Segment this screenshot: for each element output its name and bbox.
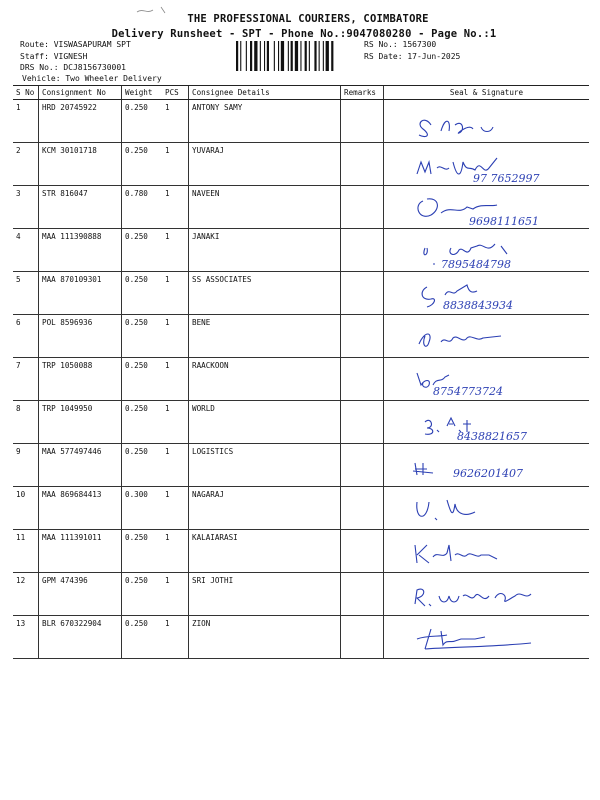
barcode-bar <box>288 41 289 71</box>
pcs-cell: 1 <box>162 401 189 444</box>
barcode-bar <box>331 41 333 71</box>
consignment-cell: STR 816047 <box>39 186 122 229</box>
barcode-bar <box>236 41 238 71</box>
sno-cell: 3 <box>13 186 39 229</box>
barcode-bar <box>309 41 310 71</box>
signature-cell <box>384 444 590 487</box>
signature-cell <box>384 143 590 186</box>
weight-cell: 0.250 <box>122 143 163 186</box>
table-row <box>13 616 589 659</box>
barcode-bar <box>314 41 316 71</box>
barcode-bar <box>264 41 265 71</box>
weight-cell: 0.250 <box>122 444 163 487</box>
consignment-cell: MAA 577497446 <box>39 444 122 487</box>
consignee-cell: RAACKOON <box>189 358 341 401</box>
route-label: Route: VISWASAPURAM SPT <box>20 40 131 49</box>
rs-date: RS Date: 17-Jun-2025 <box>364 52 461 61</box>
weight-cell: 0.780 <box>122 186 163 229</box>
sno-cell: 10 <box>13 487 39 530</box>
consignee-cell: KALAIARASI <box>189 530 341 573</box>
handwritten-signature <box>387 189 587 225</box>
pcs-cell: 1 <box>162 487 189 530</box>
barcode-bar <box>254 41 257 71</box>
consignee-cell: BENE <box>189 315 341 358</box>
table-row <box>13 487 589 530</box>
handwritten-phone: 7895484798 <box>441 258 511 268</box>
barcode-bar <box>291 41 293 71</box>
handwritten-phone: 9626201407 <box>453 467 523 480</box>
table-row <box>13 573 589 616</box>
remarks-cell <box>341 530 384 573</box>
drs-number: DRS No.: DCJ8156730001 <box>20 63 126 72</box>
remarks-cell <box>341 487 384 530</box>
weight-cell: 0.250 <box>122 573 163 616</box>
remarks-cell <box>341 272 384 315</box>
col-consignment: Consignment No <box>39 86 122 100</box>
table-row <box>13 444 589 487</box>
col-consignee-details: Consignee Details <box>189 86 341 100</box>
sno-cell: 4 <box>13 229 39 272</box>
table-row <box>13 358 589 401</box>
handwritten-signature <box>387 103 587 139</box>
weight-cell: 0.250 <box>122 401 163 444</box>
col-remarks: Remarks <box>341 86 384 100</box>
pcs-cell: 1 <box>162 229 189 272</box>
consignment-cell: TRP 1049950 <box>39 401 122 444</box>
barcode-bar <box>319 41 320 71</box>
table-row <box>13 143 589 186</box>
sno-cell: 9 <box>13 444 39 487</box>
handwritten-signature <box>387 619 587 655</box>
barcode-bar <box>295 41 298 71</box>
signature-stroke <box>419 120 493 136</box>
signature-stroke <box>415 589 531 606</box>
weight-cell: 0.250 <box>122 616 163 659</box>
handwritten-phone: 8754773724 <box>433 385 503 397</box>
handwritten-signature <box>387 232 587 268</box>
consignee-cell: NAVEEN <box>189 186 341 229</box>
weight-cell: 0.250 <box>122 272 163 315</box>
col-signature: Seal & Signature <box>384 86 590 100</box>
signature-cell <box>384 272 590 315</box>
remarks-cell <box>341 315 384 358</box>
consignment-cell: MAA 869684413 <box>39 487 122 530</box>
consignment-cell: MAA 111391011 <box>39 530 122 573</box>
barcode <box>236 41 356 71</box>
handwritten-signature <box>387 576 587 612</box>
consignment-cell: GPM 474396 <box>39 573 122 616</box>
table-row <box>13 186 589 229</box>
signature-stroke <box>415 545 497 563</box>
handwritten-signature <box>387 318 587 354</box>
barcode-bar <box>278 41 279 71</box>
rs-number: RS No.: 1567300 <box>364 40 437 49</box>
handwritten-signature <box>387 404 587 440</box>
signature-stroke <box>417 500 475 520</box>
pcs-cell: 1 <box>162 530 189 573</box>
barcode-bar <box>305 41 307 71</box>
consignee-cell: NAGARAJ <box>189 487 341 530</box>
remarks-cell <box>341 444 384 487</box>
barcode-bar <box>326 41 329 71</box>
signature-cell <box>384 487 590 530</box>
sno-cell: 11 <box>13 530 39 573</box>
barcode-bar <box>267 41 269 71</box>
weight-cell: 0.250 <box>122 530 163 573</box>
weight-cell: 0.300 <box>122 487 163 530</box>
sno-cell: 12 <box>13 573 39 616</box>
table-header-row <box>13 86 589 100</box>
signature-cell <box>384 186 590 229</box>
consignee-cell: YUVARAJ <box>189 143 341 186</box>
remarks-cell <box>341 143 384 186</box>
col-sno: S No <box>13 86 39 100</box>
handwritten-phone: 8838843934 <box>443 299 513 311</box>
sno-cell: 7 <box>13 358 39 401</box>
pcs-cell: 1 <box>162 616 189 659</box>
signature-cell <box>384 530 590 573</box>
remarks-cell <box>341 100 384 143</box>
pcs-cell: 1 <box>162 573 189 616</box>
handwritten-signature <box>387 275 587 311</box>
consignee-cell: ZION <box>189 616 341 659</box>
table-row <box>13 530 589 573</box>
barcode-bar <box>300 41 301 71</box>
consignee-cell: ANTONY SAMY <box>189 100 341 143</box>
consignment-cell: TRP 1050088 <box>39 358 122 401</box>
handwritten-signature <box>387 361 587 397</box>
signature-cell <box>384 100 590 143</box>
signature-cell <box>384 573 590 616</box>
col-weight: Weight <box>122 86 163 100</box>
sno-cell: 8 <box>13 401 39 444</box>
company-title: THE PROFESSIONAL COURIERS, COIMBATORE <box>187 13 429 25</box>
pcs-cell: 1 <box>162 186 189 229</box>
weight-cell: 0.250 <box>122 315 163 358</box>
sno-cell: 1 <box>13 100 39 143</box>
weight-cell: 0.250 <box>122 358 163 401</box>
signature-cell <box>384 358 590 401</box>
signature-cell <box>384 616 590 659</box>
barcode-bar <box>260 41 261 71</box>
table-row <box>13 401 589 444</box>
handwritten-signature <box>387 490 587 526</box>
consignee-cell: JANAKI <box>189 229 341 272</box>
remarks-cell <box>341 186 384 229</box>
handwritten-phone: 97 7652997 <box>473 172 540 182</box>
pcs-cell: 1 <box>162 143 189 186</box>
remarks-cell <box>341 229 384 272</box>
pcs-cell: 1 <box>162 358 189 401</box>
barcode-bar <box>246 41 247 71</box>
barcode-bar <box>250 41 252 71</box>
table-row <box>13 315 589 358</box>
table-body <box>13 100 589 659</box>
table-row <box>13 272 589 315</box>
consignee-cell: WORLD <box>189 401 341 444</box>
signature-cell <box>384 401 590 444</box>
signature-cell <box>384 315 590 358</box>
handwritten-phone: 9698111651 <box>469 215 539 225</box>
sno-cell: 13 <box>13 616 39 659</box>
consignment-cell: POL 8596936 <box>39 315 122 358</box>
consignment-cell: KCM 30101718 <box>39 143 122 186</box>
remarks-cell <box>341 573 384 616</box>
barcode-bar <box>323 41 324 71</box>
consignment-cell: MAA 870109301 <box>39 272 122 315</box>
staff-label: Staff: VIGNESH <box>20 52 88 61</box>
handwritten-signature <box>387 447 587 483</box>
signature-stroke <box>419 334 501 346</box>
sno-cell: 6 <box>13 315 39 358</box>
barcode-bar <box>281 41 284 71</box>
vehicle-label: Vehicle: Two Wheeler Delivery <box>22 74 162 83</box>
consignee-cell: SS ASSOCIATES <box>189 272 341 315</box>
col-pcs: PCS <box>162 86 189 100</box>
runsheet-subtitle: Delivery Runsheet - SPT - Phone No.:9047080280 - Page No.:1 <box>111 28 497 40</box>
consignment-cell: BLR 670322904 <box>39 616 122 659</box>
pcs-cell: 1 <box>162 444 189 487</box>
pcs-cell: 1 <box>162 315 189 358</box>
consignee-cell: SRI JOTHI <box>189 573 341 616</box>
handwritten-signature <box>387 533 587 569</box>
table-row <box>13 229 589 272</box>
handwritten-phone: 8438821657 <box>457 430 527 440</box>
signature-stroke <box>417 629 531 649</box>
remarks-cell <box>341 358 384 401</box>
barcode-bar <box>274 41 275 71</box>
remarks-cell <box>341 616 384 659</box>
handwritten-signature <box>387 146 587 182</box>
sno-cell: 2 <box>13 143 39 186</box>
signature-stroke <box>418 199 497 217</box>
consignment-cell: MAA 111390888 <box>39 229 122 272</box>
pcs-cell: 1 <box>162 100 189 143</box>
signature-cell <box>384 229 590 272</box>
weight-cell: 0.250 <box>122 100 163 143</box>
sno-cell: 5 <box>13 272 39 315</box>
delivery-table <box>13 85 589 659</box>
table-row <box>13 100 589 143</box>
weight-cell: 0.250 <box>122 229 163 272</box>
consignee-cell: LOGISTICS <box>189 444 341 487</box>
pcs-cell: 1 <box>162 272 189 315</box>
remarks-cell <box>341 401 384 444</box>
consignment-cell: HRD 20745922 <box>39 100 122 143</box>
barcode-bar <box>240 41 241 71</box>
signature-stroke <box>413 463 433 475</box>
